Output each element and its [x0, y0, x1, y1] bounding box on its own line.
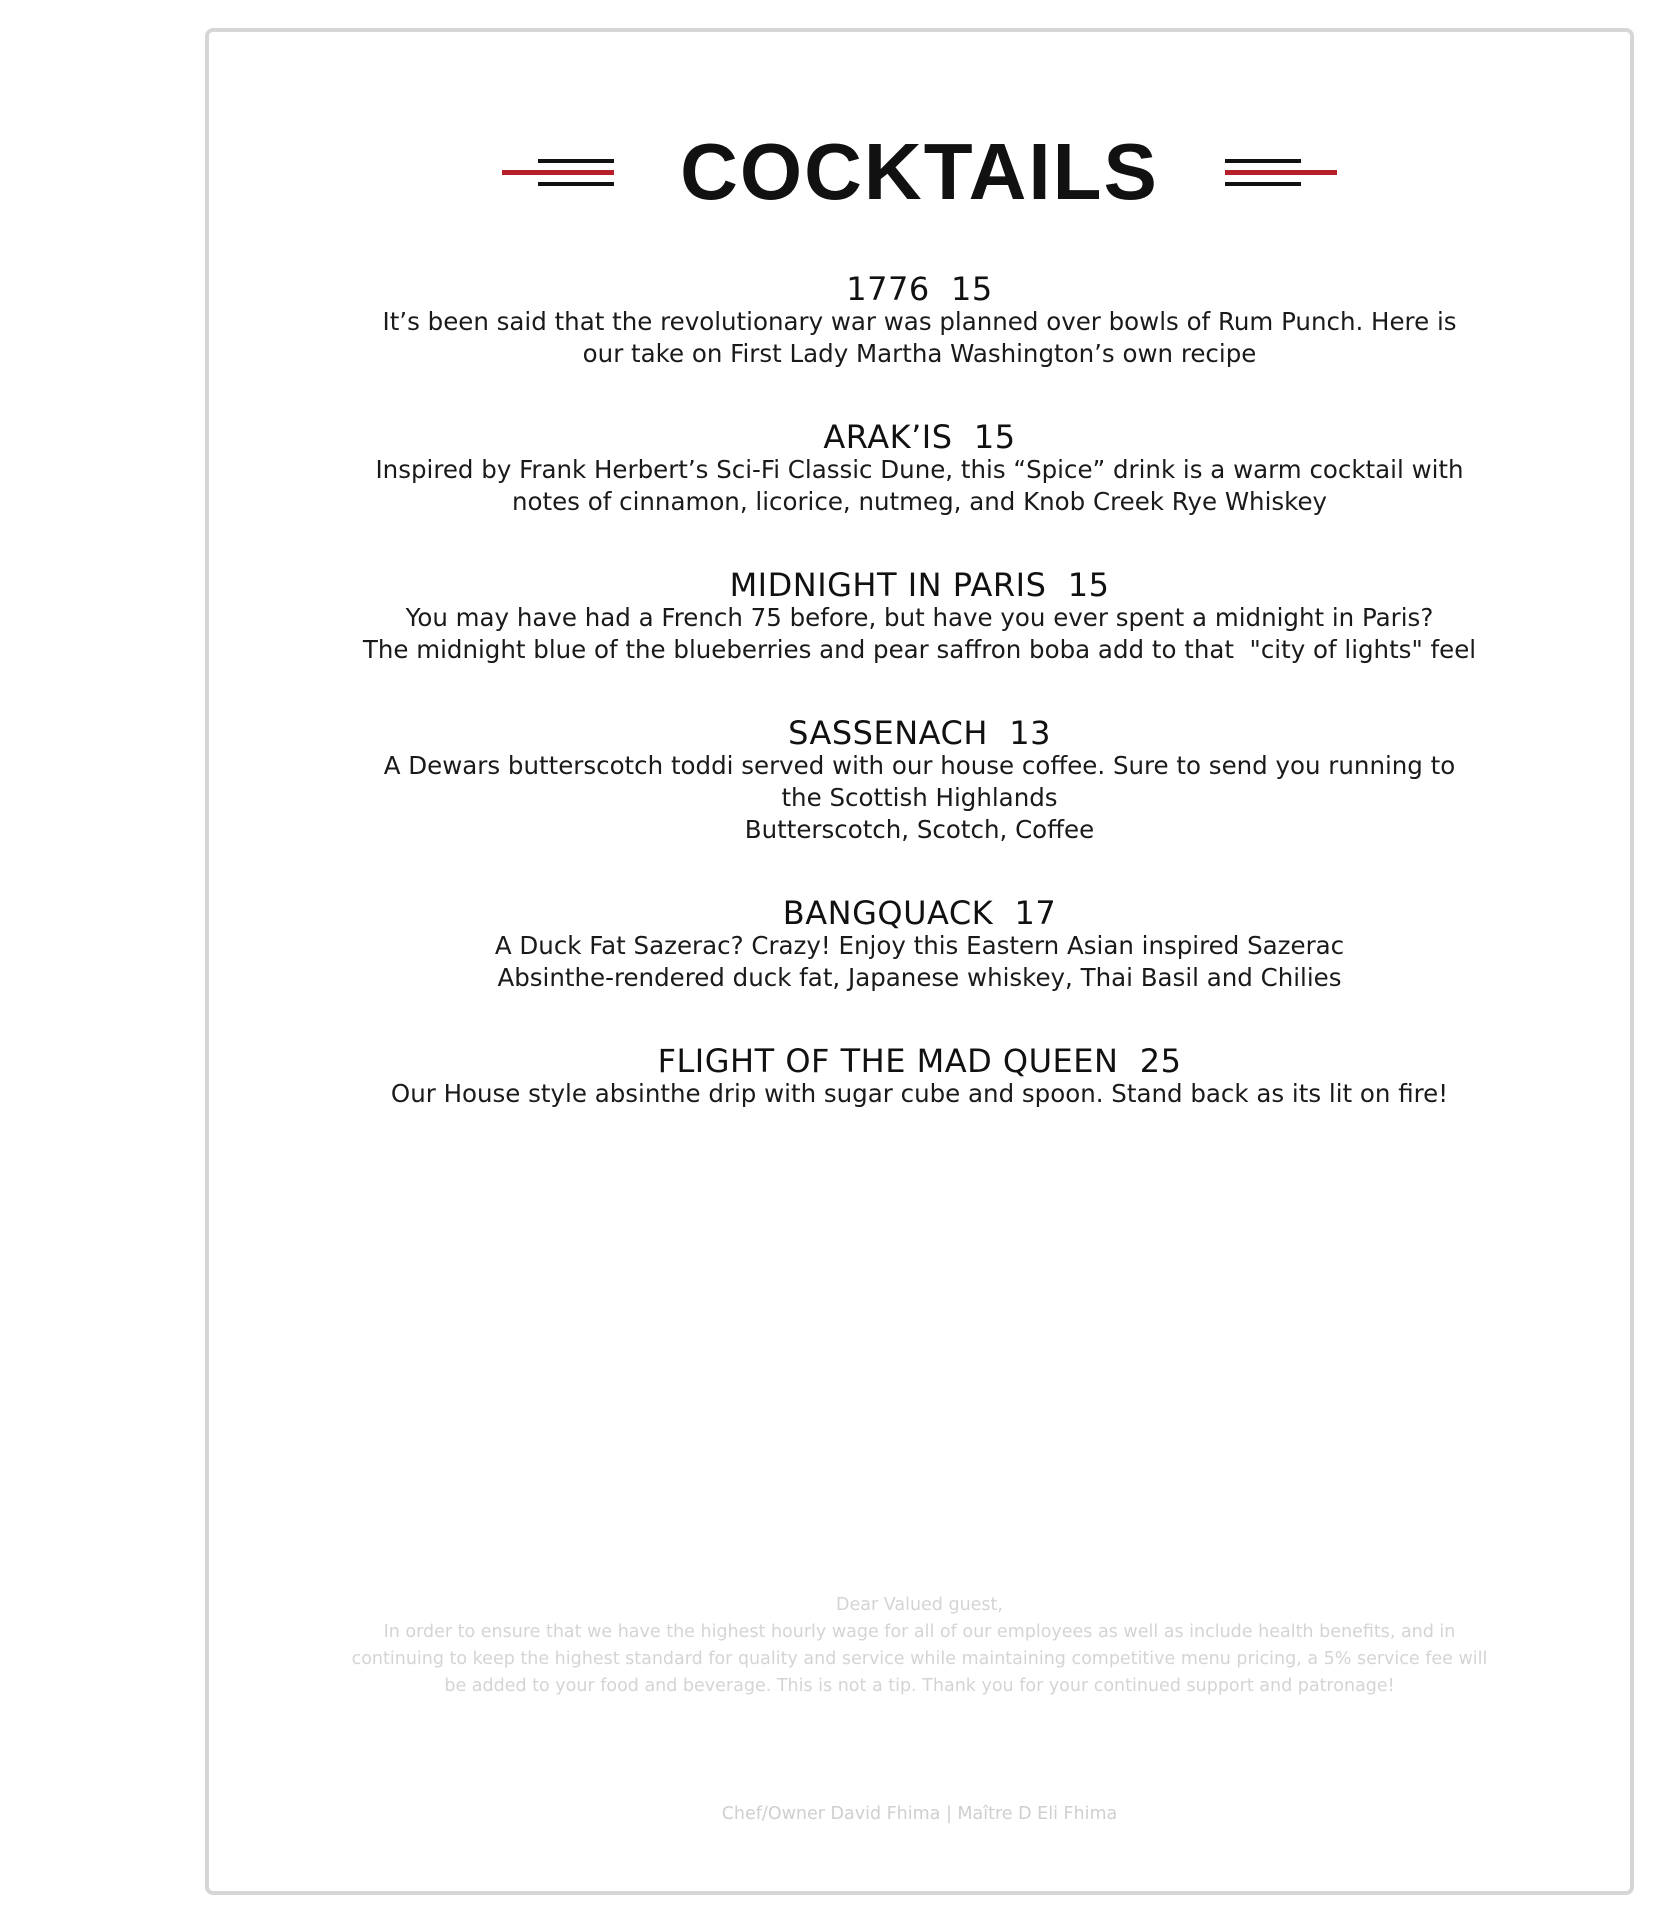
notice-text: In order to ensure that we have the highest hourly wage for all of our employees as well as include health benefits, and in [383, 1622, 1456, 1642]
cocktail-description: Inspired by Frank Herbert’s Sci-Fi Classic Dune, this “Spice” drink is a warm cocktail with [375, 455, 1464, 484]
notice-greeting: Dear Valued guest, [836, 1595, 1003, 1615]
cocktail-description: The midnight blue of the blueberries and pear saffron boba add to that "city of lights" feel [362, 635, 1477, 664]
cocktail-name-price: ARAK’IS 15 [823, 418, 1016, 456]
menu-header [209, 127, 1630, 217]
left-stripes-ornament [502, 152, 642, 192]
cocktail-item [270, 1044, 1570, 1110]
cocktail-description: the Scottish Highlands [781, 783, 1058, 812]
cocktail-name-price: BANGQUACK 17 [782, 894, 1057, 932]
right-stripes-ornament [1197, 152, 1337, 192]
cocktail-item [270, 716, 1570, 846]
cocktail-item [270, 568, 1570, 666]
notice-text: be added to your food and beverage. This is not a tip. Thank you for your continued support and patronage! [444, 1676, 1395, 1696]
cocktail-description: A Dewars butterscotch toddi served with our house coffee. Sure to send you running to [383, 751, 1456, 780]
cocktail-description: A Duck Fat Sazerac? Crazy! Enjoy this Eastern Asian inspired Sazerac [494, 931, 1345, 960]
cocktail-item [270, 420, 1570, 518]
cocktail-description: You may have had a French 75 before, but have you ever spent a midnight in Paris? [405, 603, 1434, 632]
cocktail-description: notes of cinnamon, licorice, nutmeg, and Knob Creek Rye Whiskey [511, 487, 1328, 516]
service-fee-notice [209, 1592, 1630, 1700]
cocktail-item [270, 896, 1570, 994]
cocktail-name-price: MIDNIGHT IN PARIS 15 [729, 566, 1110, 604]
notice-text: continuing to keep the highest standard for quality and service while maintaining competitive menu pricing, a 5% service fee will [351, 1649, 1488, 1669]
menu-title: COCKTAILS [680, 127, 1159, 216]
cocktail-item [270, 272, 1570, 370]
owner-credit: Chef/Owner David Fhima | Maître D Eli Fhima [721, 1804, 1118, 1824]
cocktail-description: It’s been said that the revolutionary war was planned over bowls of Rum Punch. Here is [382, 307, 1457, 336]
cocktail-name-price: 1776 15 [846, 270, 993, 308]
cocktail-list [209, 272, 1630, 1160]
cocktail-ingredients: Butterscotch, Scotch, Coffee [744, 815, 1095, 844]
cocktail-name-price: FLIGHT OF THE MAD QUEEN 25 [657, 1042, 1182, 1080]
cocktail-ingredients: Absinthe-rendered duck fat, Japanese whiskey, Thai Basil and Chilies [497, 963, 1342, 992]
cocktail-description: our take on First Lady Martha Washington’s own recipe [582, 339, 1257, 368]
cocktail-description: Our House style absinthe drip with sugar cube and spoon. Stand back as its lit on fire! [390, 1079, 1449, 1108]
cocktail-name-price: SASSENACH 13 [788, 714, 1051, 752]
menu-card [205, 28, 1634, 1895]
